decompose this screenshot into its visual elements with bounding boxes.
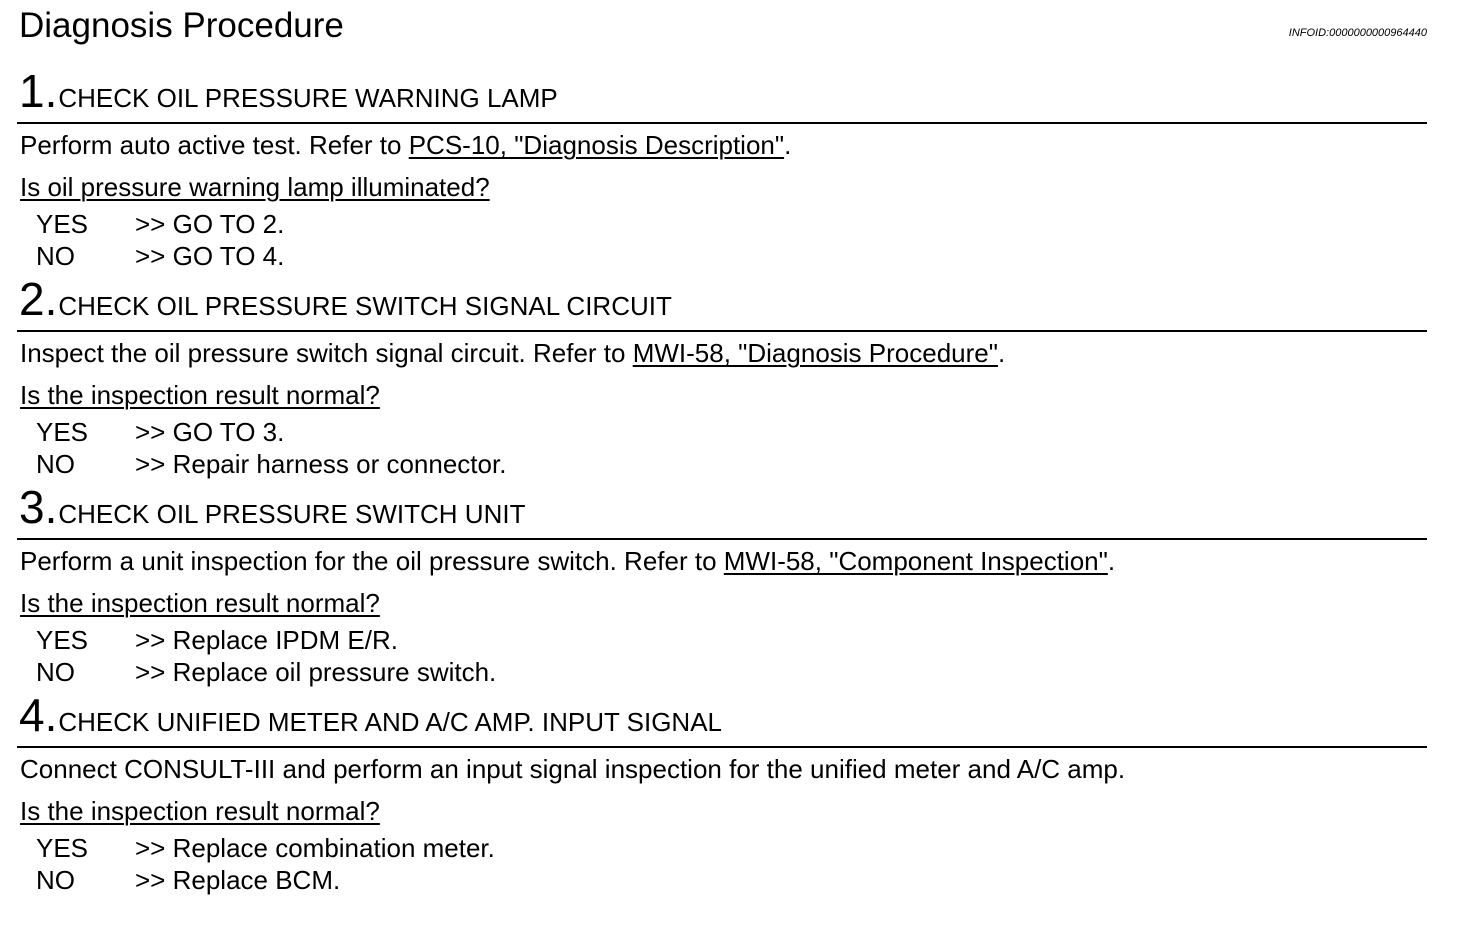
reference-link-mwi-58-diagnosis[interactable]: MWI-58, "Diagnosis Procedure" xyxy=(632,338,998,368)
reference-link-mwi-58-component[interactable]: MWI-58, "Component Inspection" xyxy=(723,546,1108,576)
step-instruction xyxy=(20,752,1125,786)
step-4 xyxy=(0,690,1472,898)
step-title: CHECK OIL PRESSURE WARNING LAMP xyxy=(58,83,558,113)
answer-yes-action: >> Replace combination meter. xyxy=(135,833,495,863)
step-heading: 2.CHECK OIL PRESSURE SWITCH SIGNAL CIRCUIT xyxy=(19,273,672,325)
answer-yes-action: >> GO TO 3. xyxy=(135,417,285,447)
step-question: Is the inspection result normal? xyxy=(20,588,380,618)
step-title: CHECK UNIFIED METER AND A/C AMP. INPUT SIGNAL xyxy=(58,707,722,737)
step-2 xyxy=(0,274,1472,482)
step-3 xyxy=(0,482,1472,690)
answer-no-action: >> Replace oil pressure switch. xyxy=(135,657,497,687)
step-title: CHECK OIL PRESSURE SWITCH SIGNAL CIRCUIT xyxy=(58,291,672,321)
step-instruction xyxy=(20,336,1005,370)
answer-no-label: NO xyxy=(36,865,75,895)
answer-no-action: >> Repair harness or connector. xyxy=(135,449,507,479)
step-instruction xyxy=(20,544,1115,578)
page-title: Diagnosis Procedure xyxy=(19,6,344,45)
instruction-end: . xyxy=(1107,546,1116,576)
answer-no-label: NO xyxy=(36,449,75,479)
answer-no-action: >> GO TO 4. xyxy=(135,241,285,271)
step-title: CHECK OIL PRESSURE SWITCH UNIT xyxy=(58,499,526,529)
answer-yes xyxy=(36,208,284,240)
step-question: Is the inspection result normal? xyxy=(20,380,380,410)
answer-yes xyxy=(36,416,284,448)
answer-no-action: >> Replace BCM. xyxy=(135,865,341,895)
step-number: 2 xyxy=(19,273,45,325)
step-heading: 4.CHECK UNIFIED METER AND A/C AMP. INPUT SIGNAL xyxy=(19,689,722,741)
answer-yes-label: YES xyxy=(36,833,89,863)
instruction-text: Perform auto active test. Refer to xyxy=(20,130,409,160)
answer-no xyxy=(36,240,284,272)
answer-no-label: NO xyxy=(36,241,75,271)
step-divider xyxy=(17,330,1427,332)
answer-yes xyxy=(36,624,398,656)
answer-no xyxy=(36,656,496,688)
answer-yes xyxy=(36,832,495,864)
step-divider xyxy=(17,122,1427,124)
step-number: 1 xyxy=(19,65,45,117)
step-heading: 1.CHECK OIL PRESSURE WARNING LAMP xyxy=(19,65,558,117)
answer-no-label: NO xyxy=(36,657,75,687)
answer-yes-action: >> GO TO 2. xyxy=(135,209,285,239)
step-divider xyxy=(17,746,1427,748)
instruction-end: . xyxy=(997,338,1006,368)
answer-yes-label: YES xyxy=(36,625,89,655)
answer-no xyxy=(36,864,340,896)
reference-link-pcs-10[interactable]: PCS-10, "Diagnosis Description" xyxy=(408,130,785,160)
step-1 xyxy=(0,66,1472,274)
answer-no xyxy=(36,448,506,480)
answer-yes-label: YES xyxy=(36,417,89,447)
step-instruction xyxy=(20,128,791,162)
instruction-text: Perform a unit inspection for the oil pressure switch. Refer to xyxy=(20,546,724,576)
instruction-text: Inspect the oil pressure switch signal circuit. Refer to xyxy=(20,338,633,368)
step-number: 4 xyxy=(19,689,45,741)
info-id: INFOID:0000000000964440 xyxy=(1288,27,1427,39)
step-number: 3 xyxy=(19,481,45,533)
instruction-end: . xyxy=(784,130,792,160)
answer-yes-action: >> Replace IPDM E/R. xyxy=(135,625,398,655)
step-question: Is oil pressure warning lamp illuminated? xyxy=(20,172,490,202)
step-question: Is the inspection result normal? xyxy=(20,796,380,826)
instruction-text: Connect CONSULT-III and perform an input signal inspection for the unified meter and A/C amp. xyxy=(20,754,1126,784)
step-heading: 3.CHECK OIL PRESSURE SWITCH UNIT xyxy=(19,481,526,533)
step-divider xyxy=(17,538,1427,540)
answer-yes-label: YES xyxy=(36,209,89,239)
